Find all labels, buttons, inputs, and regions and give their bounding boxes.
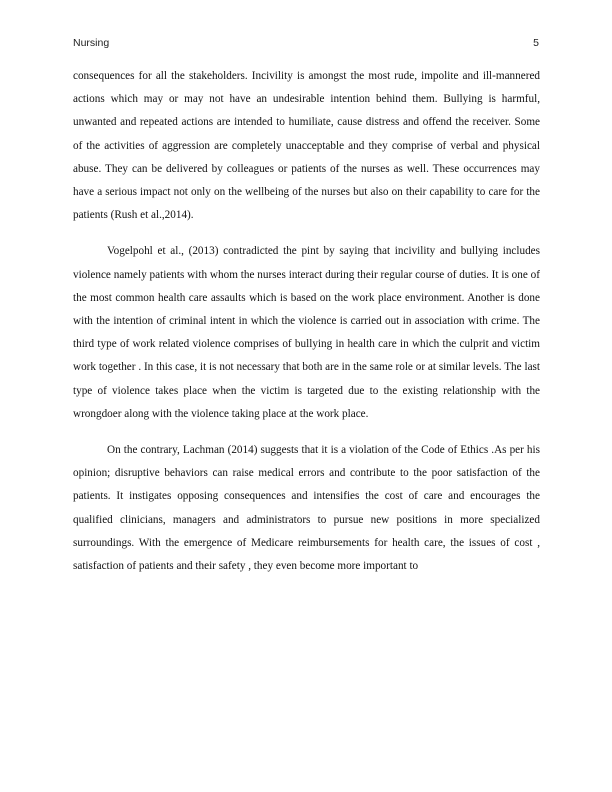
paragraph-lachman: On the contrary, Lachman (2014) suggests that it is a violation of the Code of Ethics .As per his opinion; disruptive behaviors can raise medical errors and contribute to the poor satisfaction of the patients. It instigates opposing consequences and intensifies the cost of care and encourages the qualified clinicians, managers and administrators to pursue new positions in more specialized surroundings. With the emergence of Medicare reimbursements for health care, the issues of cost , satisfaction of patients and their safety , they even become more important to — [73, 444, 540, 573]
document-body — [73, 65, 540, 578]
page-header — [73, 37, 539, 51]
running-head: Nursing — [73, 37, 110, 49]
paragraph-continuation: consequences for all the stakeholders. Incivility is amongst the most rude, impolite and ill-mannered actions which may or may not have an undesirable intention behind them. Bullying is harmful, unwanted and repeated actions are intended to humiliate, cause distress and offend the receiver. Some of the activities of aggression are completely unacceptable and they comprise of verbal and physical abuse. They can be delivered by colleagues or patients of the nurses as well. These occurrences may have a serious impact not only on the wellbeing of the nurses but also on their capability to care for the patients (Rush et al.,2014). — [73, 70, 540, 222]
paragraph-vogelpohl: Vogelpohl et al., (2013) contradicted the pint by saying that incivility and bullying includes violence namely patients with whom the nurses interact during their regular course of duties. It is one of the most common health care assaults which is based on the work place environment. Another is done with the intention of criminal intent in which the violence is carried out in association with crime. The third type of work related violence comprises of bullying in health care in which the culprit and victim work together . In this case, it is not necessary that both are in the same role or at similar levels. The last type of violence takes place when the victim is targeted due to the existing relationship with the wrongdoer along with the violence taking place at the work place. — [73, 245, 540, 420]
page-number: 5 — [533, 37, 539, 49]
